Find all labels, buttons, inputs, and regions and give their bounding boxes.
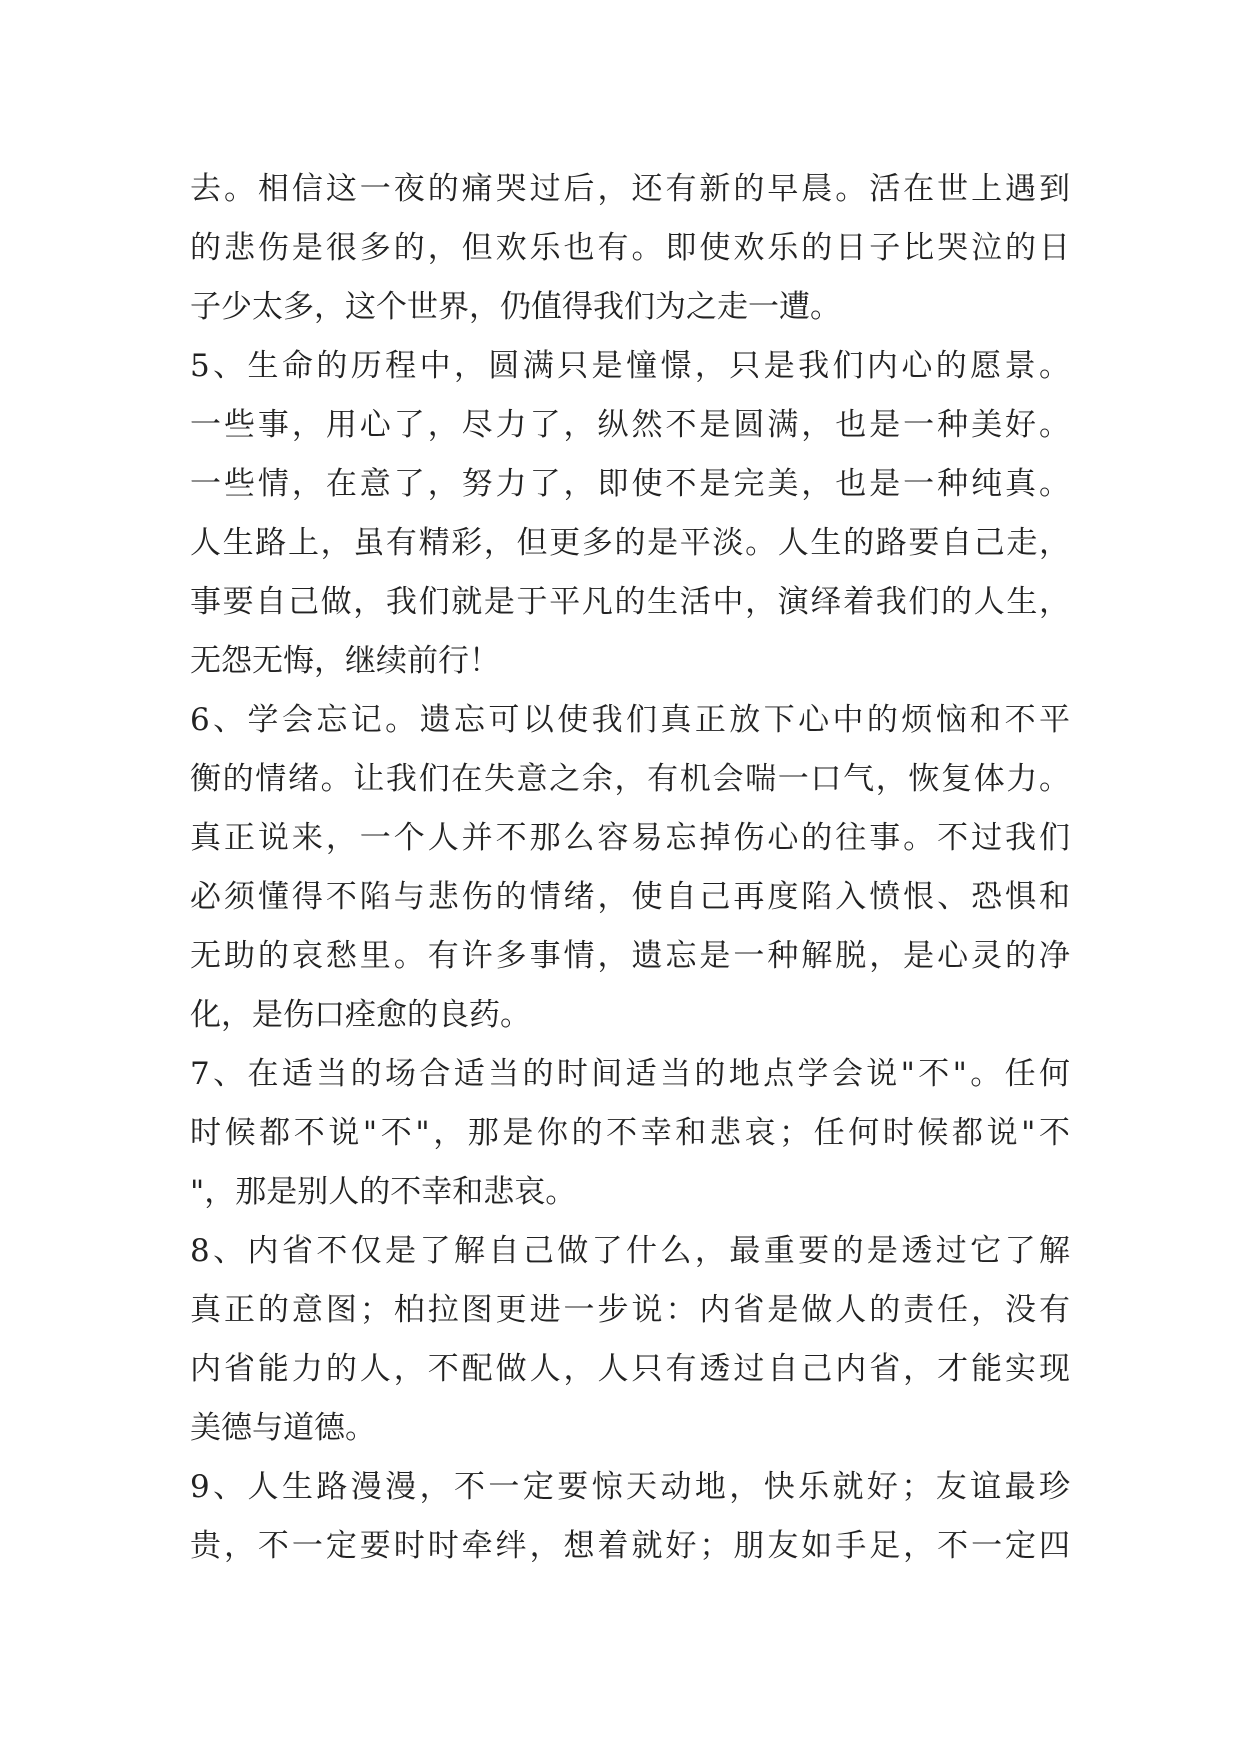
text-line: 去。相信这一夜的痛哭过后，还有新的早晨。活在世上遇到 — [190, 171, 1070, 207]
text-line: 人生路上，虽有精彩，但更多的是平淡。人生的路要自己走， — [190, 525, 1070, 561]
text-line: 真正的意图；柏拉图更进一步说：内省是做人的责任，没有 — [190, 1292, 1070, 1328]
text-line: 8、内省不仅是了解自己做了什么，最重要的是透过它了解 — [190, 1233, 1070, 1269]
body-text — [190, 160, 1070, 1576]
text-line: 衡的情绪。让我们在失意之余，有机会喘一口气，恢复体力。 — [190, 761, 1070, 797]
text-line: 无怨无悔，继续前行！ — [190, 643, 500, 679]
text-line: 内省能力的人，不配做人，人只有透过自己内省，才能实现 — [190, 1351, 1070, 1387]
text-line: 子少太多，这个世界，仍值得我们为之走一遭。 — [190, 289, 841, 325]
text-line: 必须懂得不陷与悲伤的情绪，使自己再度陷入愤恨、恐惧和 — [190, 879, 1070, 915]
text-line: 化，是伤口痊愈的良药。 — [190, 997, 531, 1033]
text-line: 事要自己做，我们就是于平凡的生活中，演绎着我们的人生， — [190, 584, 1070, 620]
text-line: 5、生命的历程中，圆满只是憧憬，只是我们内心的愿景。 — [190, 348, 1070, 384]
text-line: 美德与道德。 — [190, 1410, 376, 1446]
text-line: 一些情，在意了，努力了，即使不是完美，也是一种纯真。 — [190, 466, 1070, 502]
text-line: 6、学会忘记。遗忘可以使我们真正放下心中的烦恼和不平 — [190, 702, 1070, 738]
text-line: 7、在适当的场合适当的时间适当的地点学会说"不"。任何 — [190, 1056, 1070, 1092]
text-line: 贵，不一定要时时牵绊，想着就好；朋友如手足，不一定四 — [190, 1528, 1070, 1564]
text-line: 真正说来，一个人并不那么容易忘掉伤心的往事。不过我们 — [190, 820, 1070, 856]
text-line: 9、人生路漫漫，不一定要惊天动地，快乐就好；友谊最珍 — [190, 1469, 1070, 1505]
text-line: 无助的哀愁里。有许多事情，遗忘是一种解脱，是心灵的净 — [190, 938, 1070, 974]
text-line: 的悲伤是很多的，但欢乐也有。即使欢乐的日子比哭泣的日 — [190, 230, 1070, 266]
text-line: 一些事，用心了，尽力了，纵然不是圆满，也是一种美好。 — [190, 407, 1070, 443]
text-line: 时候都不说"不"，那是你的不幸和悲哀；任何时候都说"不 — [190, 1115, 1070, 1151]
text-line: "，那是别人的不幸和悲哀。 — [190, 1174, 577, 1210]
